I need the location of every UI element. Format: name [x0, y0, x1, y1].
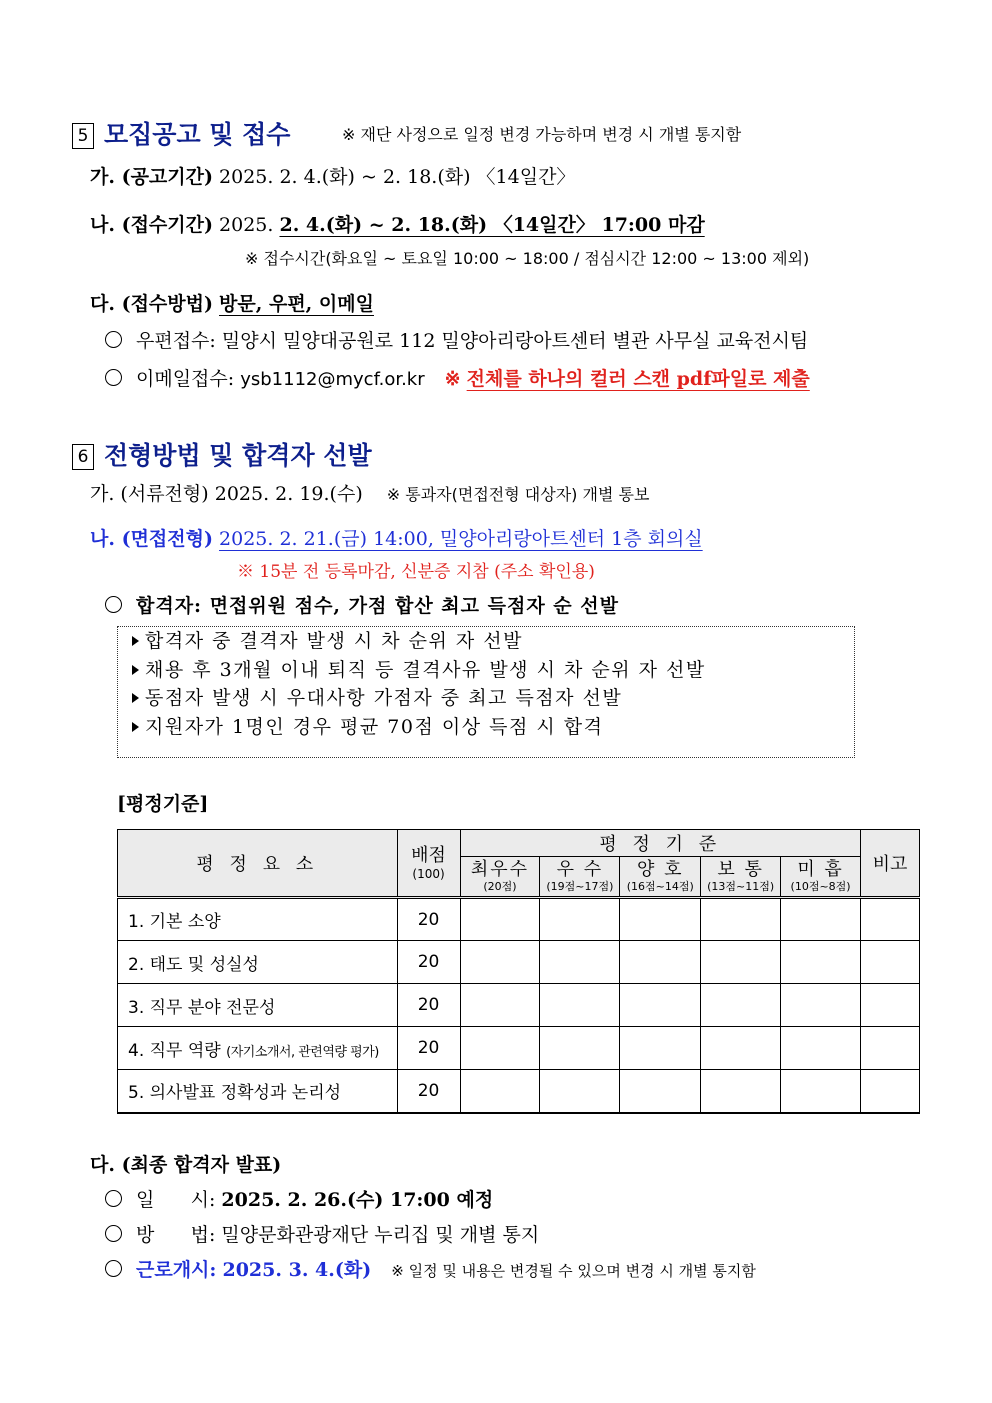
- period-label: 가. (공고기간): [90, 166, 213, 188]
- section5-title: 모집공고 및 접수: [104, 120, 291, 149]
- final-work-label: 근로개시:: [136, 1259, 217, 1281]
- final-work-line: [105, 1255, 756, 1282]
- method-label: 다. (접수방법): [90, 293, 213, 315]
- final-date-line: [105, 1185, 493, 1212]
- receipt-label: 나. (접수기간): [90, 214, 213, 236]
- circle-bullet-icon: [105, 1190, 122, 1207]
- header-element: 평 정 요 소: [118, 830, 398, 898]
- final-method-value: 밀양문화관광재단 누리집 및 개별 통지: [221, 1224, 540, 1246]
- triangle-bullet-icon: [132, 722, 139, 732]
- period-value: 2025. 2. 4.(화) ~ 2. 18.(화) 〈14일간〉: [219, 166, 576, 188]
- section5-heading: [72, 115, 290, 151]
- document-screening-line: [90, 479, 649, 506]
- triangle-bullet-icon: [132, 693, 139, 703]
- email-note: 전체를 하나의 컬러 스캔 pdf파일로 제출: [466, 368, 810, 390]
- email-line: [105, 364, 810, 391]
- circle-bullet-icon: [105, 369, 122, 386]
- final-heading: 다. (최종 합격자 발표): [90, 1154, 282, 1176]
- circle-bullet-icon: [105, 1225, 122, 1242]
- section6-heading: [72, 436, 372, 472]
- document-label: 가. (서류전형): [90, 483, 209, 505]
- level-good: 우 수 (19점~17점): [540, 857, 620, 898]
- level-fair: 양 호 (16점~14점): [620, 857, 701, 898]
- post-value: 밀양시 밀양대공원로 112 밀양아리랑아트센터 별관 사무실 교육전시팀: [221, 330, 809, 352]
- pass-rules-box: [117, 626, 855, 758]
- email-note-mark: ※: [444, 368, 461, 390]
- table-row: 2. 태도 및 성실성 20: [118, 941, 920, 984]
- circle-bullet-icon: [105, 1260, 122, 1277]
- receipt-time-note: ※ 접수시간(화요일 ~ 토요일 10:00 ~ 18:00 / 점심시간 12:00 ~ 13:00 제외): [245, 249, 810, 268]
- circle-bullet-icon: [105, 331, 122, 348]
- interview-line: [90, 524, 703, 551]
- evaluation-table: [117, 829, 920, 1114]
- triangle-bullet-icon: [132, 636, 139, 646]
- criteria-heading: [평정기준]: [117, 793, 209, 815]
- email-address: ysb1112@mycf.or.kr: [240, 369, 425, 390]
- post-label: 우편접수:: [136, 330, 216, 352]
- pass-rule-item: 채용 후 3개월 이내 퇴직 등 결격사유 발생 시 차 순위 자 선발: [118, 656, 854, 685]
- pass-rule-item: 동점자 발생 시 우대사항 가점자 중 최고 득점자 선발: [118, 684, 854, 713]
- header-criteria: 평 정 기 준: [460, 830, 861, 857]
- receipt-value: 2. 4.(화) ~ 2. 18.(화) 〈14일간〉 17:00 마감: [279, 214, 705, 236]
- pass-line: [105, 591, 619, 618]
- final-date-value: 2025. 2. 26.(수) 17:00 예정: [221, 1189, 494, 1211]
- final-method-label: 방 법:: [136, 1224, 216, 1246]
- final-work-note: ※ 일정 및 내용은 변경될 수 있으며 변경 시 개별 통지함: [391, 1262, 756, 1280]
- final-work-value: 2025. 3. 4.(화): [222, 1259, 372, 1281]
- pass-text: 합격자: 면접위원 점수, 가점 합산 최고 득점자 순 선발: [136, 595, 619, 617]
- table-row: 4. 직무 역량 (자기소개서, 관련역량 평가) 20: [118, 1027, 920, 1070]
- circle-bullet-icon: [105, 596, 122, 613]
- level-excellent: 최우수 (20점): [460, 857, 540, 898]
- section5-period-line: [90, 162, 575, 189]
- receipt-year: 2025.: [219, 214, 274, 236]
- final-date-label: 일 시:: [136, 1189, 216, 1211]
- section6-number: 6: [72, 444, 94, 470]
- pass-rule-item: 지원자가 1명인 경우 평균 70점 이상 득점 시 합격: [118, 713, 854, 742]
- method-value: 방문, 우편, 이메일: [219, 293, 374, 315]
- table-row: 1. 기본 소양 20: [118, 898, 920, 941]
- level-average: 보 통 (13점~11점): [701, 857, 781, 898]
- triangle-bullet-icon: [132, 665, 139, 675]
- interview-value: 2025. 2. 21.(금) 14:00, 밀양아리랑아트센터 1층 회의실: [219, 528, 703, 550]
- interview-label: 나. (면접전형): [90, 528, 213, 550]
- section5-method-line: [90, 289, 374, 316]
- section5-note: ※ 재단 사정으로 일정 변경 가능하며 변경 시 개별 통지함: [342, 125, 742, 144]
- section5-number: 5: [72, 123, 94, 149]
- table-row: 3. 직무 분야 전문성 20: [118, 984, 920, 1027]
- level-poor: 미 흡 (10점~8점): [781, 857, 861, 898]
- section6-title: 전형방법 및 합격자 선발: [104, 441, 372, 470]
- document-value: 2025. 2. 19.(수): [214, 483, 363, 505]
- post-line: [105, 326, 808, 353]
- interview-note: ※ 15분 전 등록마감, 신분증 지참 (주소 확인용): [237, 562, 595, 582]
- pass-rule-item: 합격자 중 결격자 발생 시 차 순위 자 선발: [118, 627, 854, 656]
- document-note: ※ 통과자(면접전형 대상자) 개별 통보: [386, 485, 650, 504]
- final-method-line: [105, 1220, 539, 1247]
- section5-receipt-line: [90, 210, 705, 237]
- header-note: 비고: [861, 830, 920, 898]
- header-score: 배점 (100): [397, 830, 460, 898]
- email-label: 이메일접수:: [136, 368, 235, 390]
- table-row: 5. 의사발표 정확성과 논리성 20: [118, 1070, 920, 1113]
